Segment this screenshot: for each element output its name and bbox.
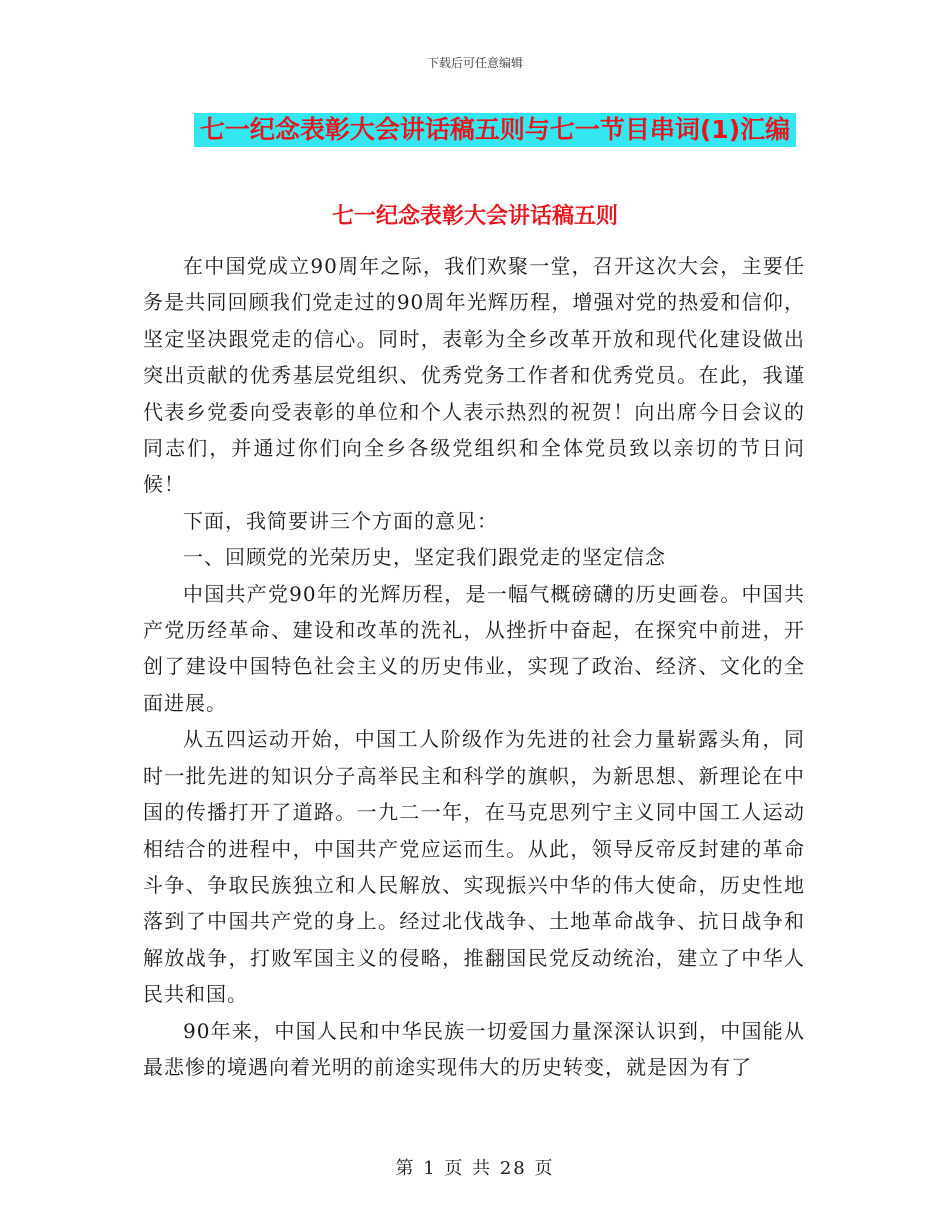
page-indicator: 第 1 页 共 28 页 xyxy=(395,1158,555,1179)
section-title: 七一纪念表彰大会讲话稿五则 xyxy=(331,204,618,229)
paragraph: 90年来，中国人民和中华民族一切爱国力量深深认识到，中国能从最悲惨的境遇向着光明的前途实现伟大的历史转变，就是因为有了 xyxy=(143,1018,805,1079)
paragraph: 在中国党成立90周年之际，我们欢聚一堂，召开这次大会，主要任务是共同回顾我们党走过的90周年光辉历程，增强对党的热爱和信仰，坚定坚决跟党走的信心。同时，表彰为全乡改革开放和现代化建设做出突出贡献的优秀基层党组织、优秀党务工作者和优秀党员。在此，我谨代表乡党委向受表彰的单位和个人表示热烈的祝贺！向出席今日会议的同志们，并通过你们向全乡各级党组织和全体党员致以亲切的节日问候！ xyxy=(143,254,805,497)
header-note: 下载后可任意编辑 xyxy=(426,56,523,70)
paragraph: 一、回顾党的光荣历史，坚定我们跟党走的坚定信念 xyxy=(183,545,666,570)
body-text xyxy=(143,248,805,1085)
main-title: 七一纪念表彰大会讲话稿五则与七一节目串词(1)汇编 xyxy=(194,113,796,147)
main-title-container xyxy=(0,113,950,147)
paragraph: 下面，我简要讲三个方面的意见： xyxy=(183,508,498,533)
paragraph: 从五四运动开始，中国工人阶级作为先进的社会力量崭露头角，同时一批先进的知识分子高举民主和科学的旗帜，为新思想、新理论在中国的传播打开了道路。一九二一年，在马克思列宁主义同中国工人运动相结合的进程中，中国共产党应运而生。从此，领导反帝反封建的革命斗争、争取民族独立和人民解放、实现振兴中华的伟大使命，历史性地落到了中国共产党的身上。经过北伐战争、土地革命战争、抗日战争和解放战争，打败军国主义的侵略，推翻国民党反动统治，建立了中华人民共和国。 xyxy=(143,727,805,1007)
paragraph: 中国共产党90年的光辉历程，是一幅气概磅礴的历史画卷。中国共产党历经革命、建设和改革的洗礼，从挫折中奋起，在探究中前进，开创了建设中国特色社会主义的历史伟业，实现了政治、经济、文化的全面进展。 xyxy=(143,581,805,715)
